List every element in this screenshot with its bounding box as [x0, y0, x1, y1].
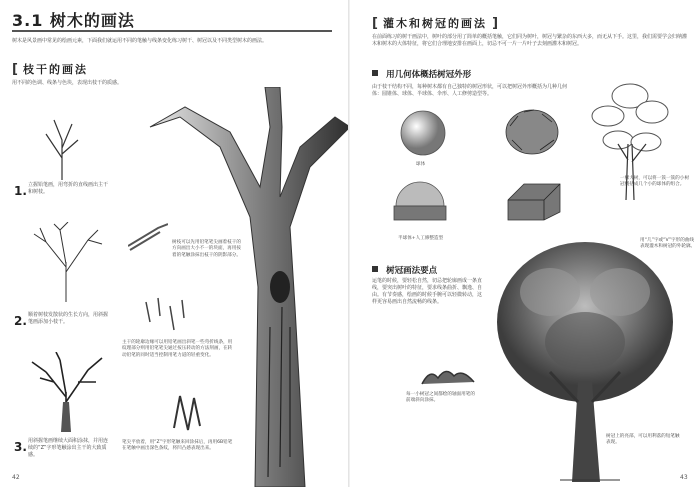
half-sphere-sketch — [390, 176, 450, 222]
square-bullet-icon — [372, 266, 378, 272]
subheading-2 — [372, 258, 437, 277]
right-page-number: 43 — [680, 474, 688, 481]
note-bush: 每一小树冠之间都绘的轴面用笔的前端斜向涂抹。 — [406, 392, 475, 404]
bush-sphere-sketch — [504, 106, 560, 156]
right-intro: 在前面练习的树干画法中，树叶的部分用了简单的概括笔触，它们同为树叶，树冠与繁杂的东西大多，而无从下手。这里，我们需要学会归纳灌木和树木的大体特征，将它们合理地安排在画面上，切忌不可一片一片叶子去刻画灌木和树冠。 — [372, 34, 688, 47]
note-trunk-edge: 主干的轮廓边缘可以用铅笔画出斜笔一些弯折线条，用纹理部分则用铅笔笔尖通过按压转动的方法刻画，在转动铅笔的同时适当控制用笔力道的轻重变化。 — [122, 340, 233, 358]
note-leaf-shape: 用“几”字或“V”字形的曲线表现灌木和树冠的外轮廓。 — [640, 238, 696, 250]
section-title: 枝干的画法 — [23, 63, 89, 76]
step3-number: 3. — [14, 440, 27, 454]
hedge-sketch — [504, 176, 564, 222]
bark-texture-sketch — [170, 392, 204, 432]
step1-number: 1. — [14, 184, 27, 198]
note-highlight: 树冠上的亮部，可以用利落的短笔触表现。 — [606, 434, 680, 446]
step1-text: 立握铅笔画，用弯折的直线画出主干和树枝。 — [28, 182, 109, 195]
step2-sketch — [26, 222, 106, 302]
intro-text: 树木是风景画中常见的绘画元素，下面我们就运用不同的笔触与线条变化练习树干、树冠以及不同类型树木的画法。 — [12, 38, 268, 44]
step2 — [14, 310, 27, 329]
knot-detail-sketch — [140, 292, 190, 332]
square-bullet-icon — [372, 70, 378, 76]
section-heading — [12, 58, 88, 77]
bracket-icon: ] — [492, 16, 499, 31]
note-bark: 笔尖平放着，用“Z”字形笔触来回涂抹后，再用6B铅笔在笔触中画出深色条纹，将凹凸感表现出来。 — [122, 440, 233, 452]
branch-detail-sketch — [128, 222, 168, 252]
step2-text: 顺着树枝发散状的生长方向，用斜握笔画添加小枝干。 — [28, 312, 109, 325]
sphere-sketch — [398, 108, 448, 158]
step3-sketch — [26, 352, 106, 432]
grass-sketch — [420, 366, 476, 386]
right-page — [350, 0, 700, 487]
step1 — [14, 180, 27, 199]
right-section-title: 灌木和树冠的画法 — [383, 17, 488, 30]
note-cluster: 一棵大树，可以将一簇一簇的小树冠概括成几个小的球体的组合。 — [620, 176, 689, 188]
subheading-2-title: 树冠画法要点 — [386, 266, 438, 276]
note-branch: 树枝可以先用铅笔笔尖画着枝干的方向画出大小不一的块面，再用按着的笔触涂抹出枝干的阴影部分。 — [172, 240, 241, 258]
step3-text: 用斜握笔画继续大面积涂抹，并用连续的“Z”字形笔触涂出主干的大致质感。 — [28, 438, 109, 458]
subheading-1 — [372, 62, 471, 81]
subheading-1-text: 由于枝干结构不同，每种树木都有自己独特的树冠形状，可以把树冠外形概括为几种几何体：圆锥体、球体、半球体、伞形、人工修剪造型等。 — [372, 84, 568, 97]
bracket-icon: [ — [372, 16, 378, 31]
bracket-icon: [ — [12, 62, 18, 77]
chapter-title: 3.1 树木的画法 — [12, 11, 135, 30]
subheading-2-text: 运笔的时候，要轻松自然，切忌把轮廓画成一条直线，要突出树叶的特征，要求线条曲折、飘逸、自由。有节奏感，绘画的时候手腕可以轻微转动，这样更容易画出自然流畅的线条。 — [372, 278, 483, 305]
step1-sketch — [32, 110, 92, 180]
right-section-heading — [372, 12, 498, 31]
title-underline — [12, 30, 332, 32]
left-page-number: 42 — [12, 474, 20, 481]
subheading-1-title: 用几何体概括树冠外形 — [386, 70, 472, 80]
sphere-label: 球体 — [416, 162, 426, 167]
step2-number: 2. — [14, 314, 27, 328]
half-sphere-label: 半球体+人工修整造型 — [398, 236, 444, 241]
step3 — [14, 436, 27, 455]
section-intro: 用不同的色调、线条与色块，表现出枝干的质感。 — [12, 80, 123, 86]
